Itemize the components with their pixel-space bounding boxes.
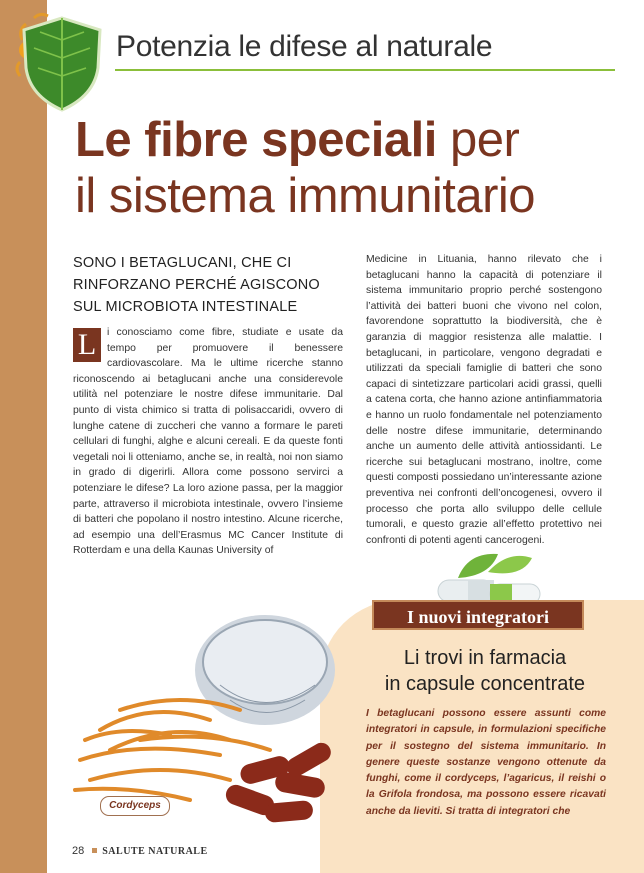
footer-square-icon <box>92 848 97 853</box>
title-light-part-1: per <box>436 113 520 167</box>
column-1-text: i conosciamo come fibre, studiate e usate da tempo per promuovere il benessere cardiovascolare. Ma le ultime ricerche stanno riconoscendo ai betaglucani anche una considerevole utilità nel potenziare le nostre difese immunitarie. Dal punto di vista chimico si tratta di polisaccaridi, ovvero di lunghe catene di zuccheri che vanno a formare le pareti cellulari di funghi, alghe e alcuni cereali. E da queste fonti vegetali noi li otteniamo, anche se, in realtà, noi non siamo in grado di digerirli. Allora come possono servirci a potenziare le difese? La loro azione passa, per la maggior parte, attraverso il microbiota intestinale, ovvero l’insieme di batteri che popolano il nostro intestino. Alcune ricerche, ad esempio una dell’Erasmus MC Cancer Institute di Rotterdam e una della Kaunas University of <box>73 327 343 557</box>
box-tag: I nuovi integratori <box>372 600 584 630</box>
title-bold-part: Le fibre speciali <box>75 113 437 167</box>
page-footer <box>72 845 208 857</box>
kicker-underline <box>115 69 615 71</box>
box-title <box>340 645 630 697</box>
page-number: 28 <box>72 845 85 857</box>
box-title-line-2: in capsule concentrate <box>384 673 586 695</box>
article-title <box>75 112 635 224</box>
cordyceps-bowl-photo <box>60 590 350 830</box>
photo-caption: Cordyceps <box>100 796 170 816</box>
article-subhead: SONO I BETAGLUCANI, CHE CI RINFORZANO PERCHÉ AGISCONO SUL MICROBIOTA INTESTINALE <box>73 255 320 315</box>
drop-cap: L <box>73 328 101 362</box>
section-kicker: Potenzia le difese al naturale <box>116 30 493 63</box>
left-color-band <box>0 0 47 873</box>
article-column-2: Medicine in Lituania, hanno rilevato che i betaglucani hanno la capacità di potenziare il sistema immunitario proprio perché sostengono l’attività dei batteri buoni che vivono nel colon, favorendone soprattutto la biodiversità, che è garanzia di maggior resistenza alle malattie. I betaglucani, in particolare, vengono degradati e utilizzati da speciali famiglie di batteri che sono capaci di sintetizzare particolari acidi grassi, quelli a catena corta, che hanno azione antinfiammatoria e hanno un ruolo fondamentale nel potenziamento delle nostre difese immunitarie, determinando anche un aumento delle attività antiossidanti. Le ricerche sui betaglucani mostrano, inoltre, come questi composti possiedano un’interessante azione preventiva nei confronti dell’oncogenesi, ovvero il processo che porta allo sviluppo delle cellule tumorali, e questo grazie all’effetto protettivo nei confronti di potenti agenti cancerogeni. <box>366 254 602 546</box>
box-title-line-1: Li trovi in farmacia <box>403 647 567 669</box>
article-column-1 <box>73 325 343 559</box>
magazine-brand: SALUTE NATURALE <box>102 846 208 857</box>
box-text: I betaglucani possono essere assunti come integratori in capsule, in formulazioni specifiche per il sostegno del sistema immunitario. In genere queste sostanze vengono ottenute da funghi, come il cordyceps, l’agaricus, il reishi o la Grifola frondosa, ma possono essere ricavati anche da lieviti. Si tratta di integratori che <box>366 708 606 817</box>
shield-leaf-icon <box>14 10 110 114</box>
title-light-part-2: il sistema immunitario <box>75 169 536 223</box>
